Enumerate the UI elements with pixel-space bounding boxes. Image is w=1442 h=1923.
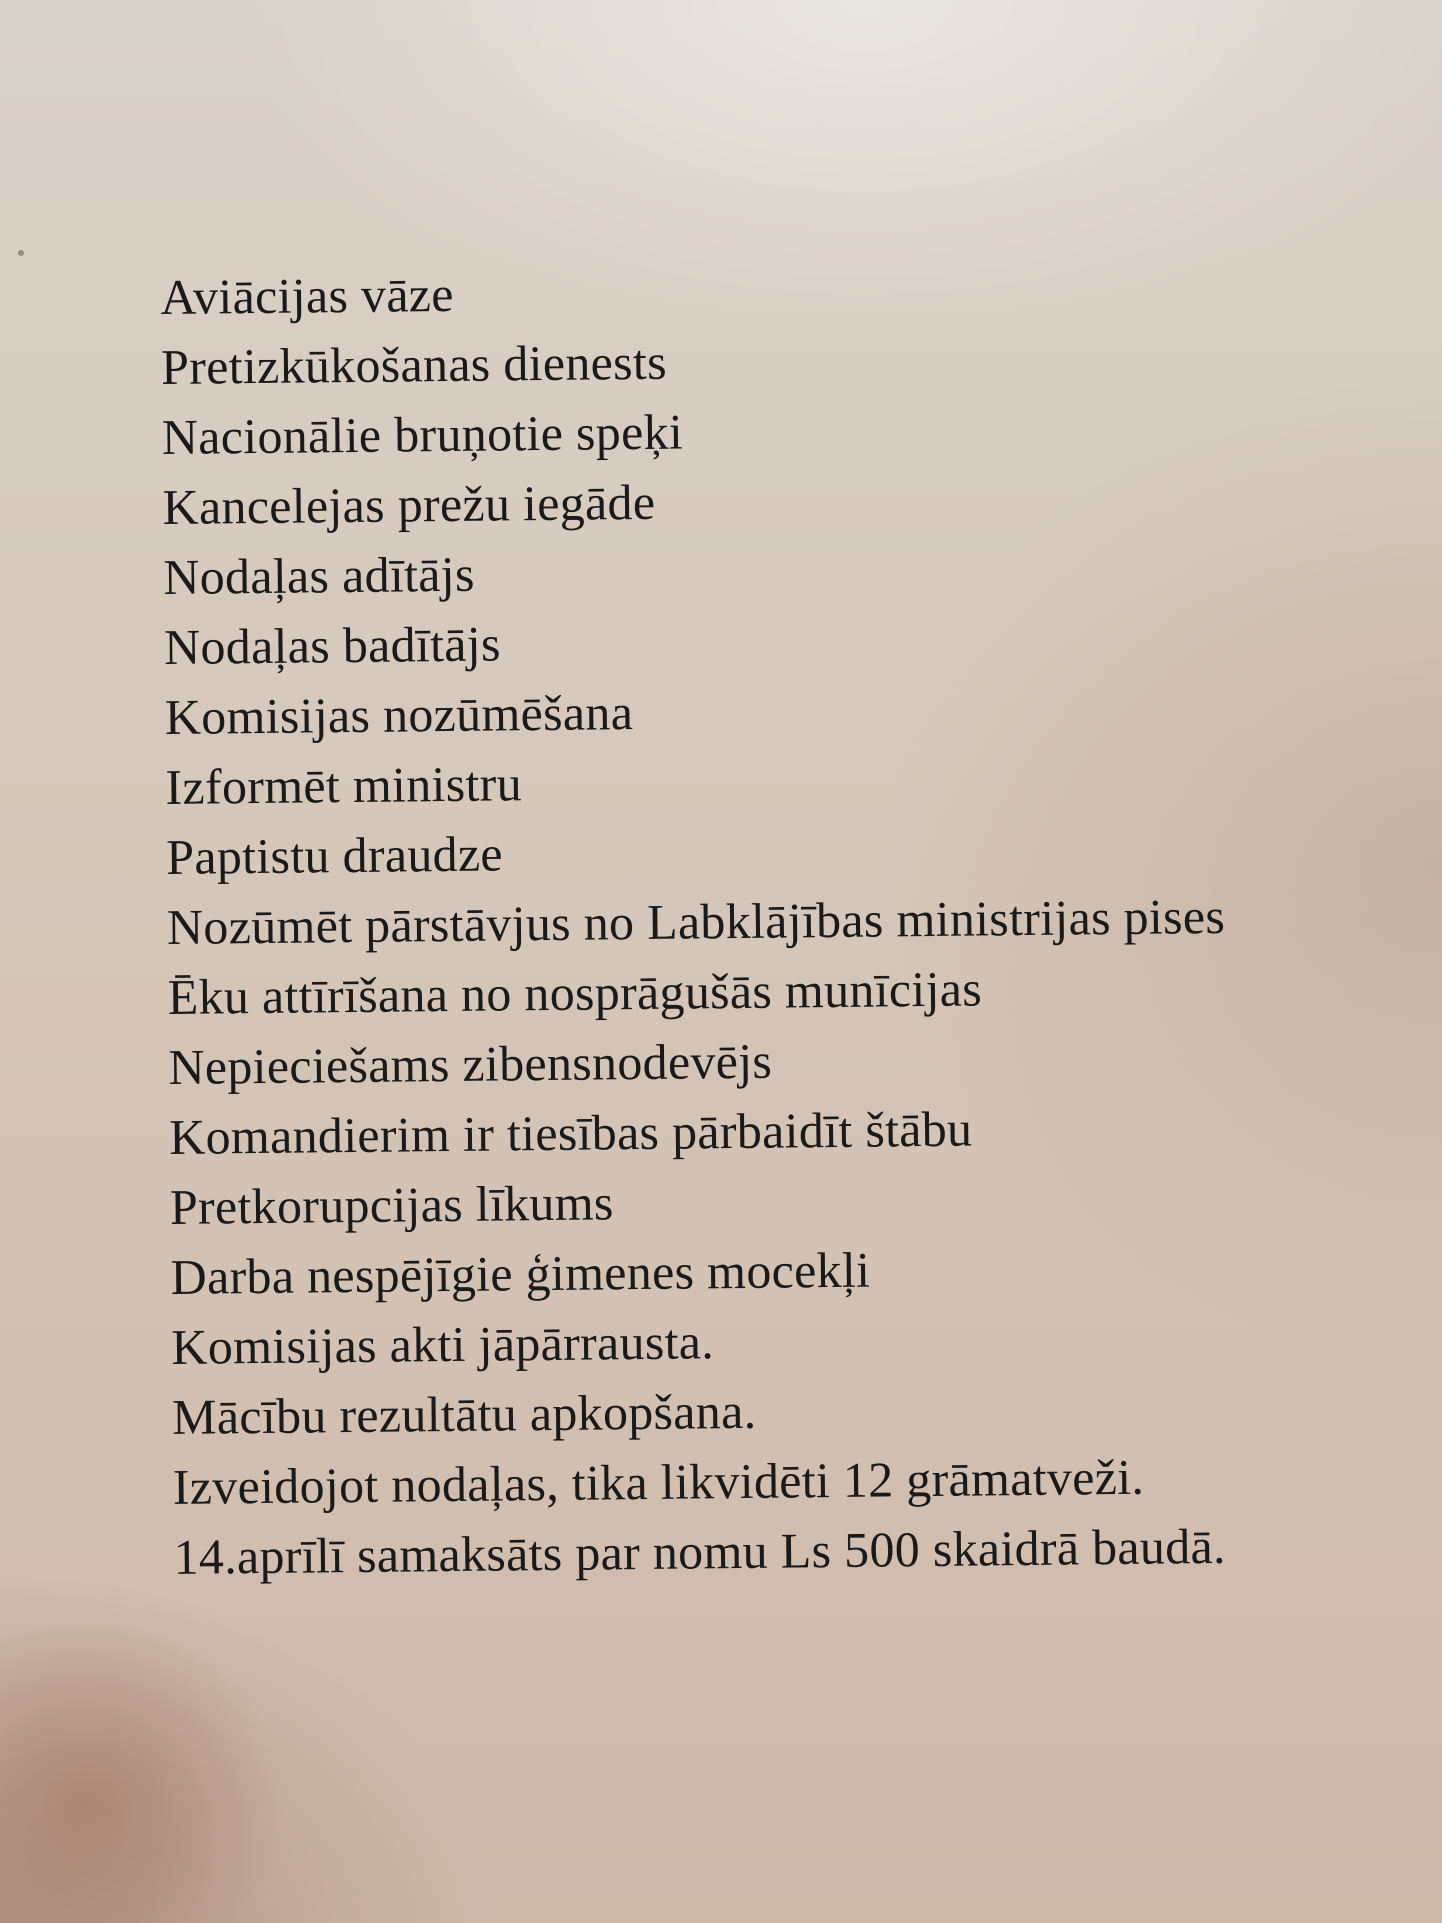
list-line: Kancelejas prežu iegāde [162,473,656,535]
list-line: Komisijas akti jāpārrausta. [171,1313,715,1375]
list-line: Ēku attīrīšana no nosprāgušās munīcijas [167,960,983,1025]
list-line: Nacionālie bruņotie speķi [161,403,684,465]
list-line: Aviācijas vāze [160,265,455,325]
shadow [0,1623,300,1923]
dust-speck [18,250,24,256]
list-line: Nozūmēt pārstāvjus no Labklājības ministrijas pises [166,887,1226,955]
list-line: Paptistu draudze [165,825,504,885]
list-line: Nodaļas adītājs [163,545,475,605]
list-line: Pretkorupcijas līkums [169,1174,614,1235]
list-line: Izveidojot nodaļas, tika likvidēti 12 grāmatveži. [172,1448,1145,1515]
list-line: 14.aprīlī samaksāts par nomu Ls 500 skaidrā baudā. [173,1517,1227,1585]
list-line: Pretizkūkošanas dienests [160,333,668,395]
list-line: Izformēt ministru [165,755,523,815]
list-line: Nepieciešams zibensnodevējs [168,1032,773,1095]
list-line: Komisijas nozūmēšana [164,684,634,745]
list-line: Komandierim ir tiesības pārbaidīt štābu [168,1100,973,1165]
word-list [160,249,1442,1592]
list-line: Nodaļas badītājs [163,615,501,675]
list-line: Mācību rezultātu apkopšana. [171,1382,757,1445]
list-line: Darba nespējīgie ģimenes mocekļi [170,1241,871,1305]
